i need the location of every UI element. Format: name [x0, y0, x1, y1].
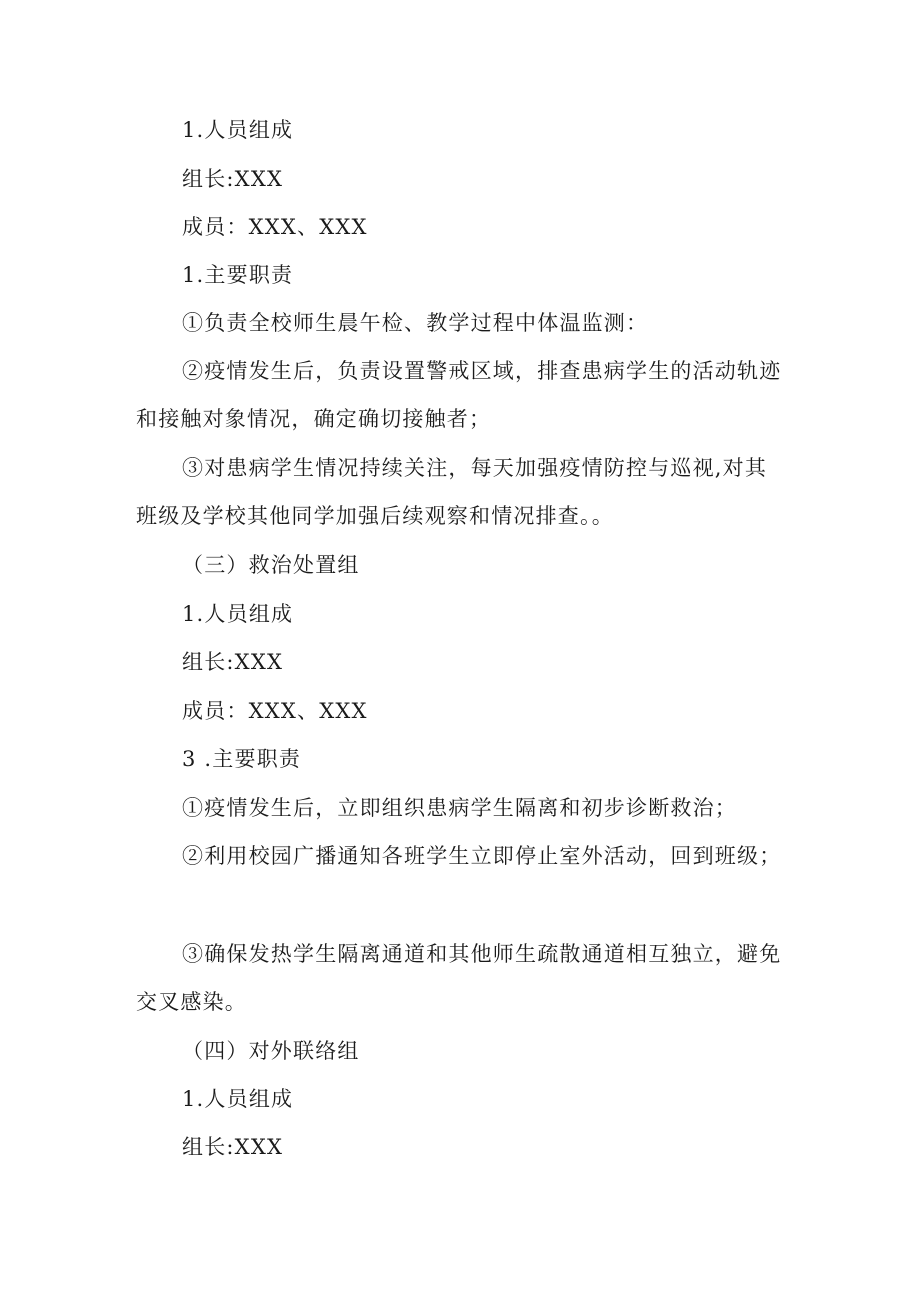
section-heading-personnel: 1.人员组成 [182, 118, 294, 142]
duty-item: ③对患病学生情况持续关注，每天加强疫情防控与巡视,对其班级及学校其他同学加强后续观察和情况排查。。 [136, 456, 768, 528]
duty-item: ①负责全校师生晨午检、教学过程中体温监测： [182, 311, 649, 335]
members-line: 成员：XXX、XXX [182, 215, 368, 239]
leader-line: 组长:XXX [182, 650, 284, 674]
section-heading-personnel: 1.人员组成 [182, 1087, 294, 1111]
section-heading-personnel: 1.人员组成 [182, 602, 294, 626]
members-line: 成员：XXX、XXX [182, 699, 368, 723]
duty-item: ③确保发热学生隔离通道和其他师生疏散通道相互独立，避免交叉感染。 [136, 942, 782, 1014]
duty-item: ②疫情发生后，负责设置警戒区域，排查患病学生的活动轨迹和接触对象情况，确定确切接触者； [136, 359, 782, 431]
group-heading-liaison: （四）对外联络组 [182, 1039, 360, 1063]
section-heading-duties: 3 .主要职责 [182, 747, 302, 771]
section-heading-duties: 1.主要职责 [182, 263, 294, 287]
duty-item: ①疫情发生后，立即组织患病学生隔离和初步诊断救治； [182, 796, 737, 820]
group-heading-treatment: （三）救治处置组 [182, 553, 360, 577]
duty-item: ②利用校园广播通知各班学生立即停止室外活动，回到班级； [182, 844, 782, 868]
leader-line: 组长:XXX [182, 167, 284, 191]
leader-line: 组长:XXX [182, 1135, 284, 1159]
